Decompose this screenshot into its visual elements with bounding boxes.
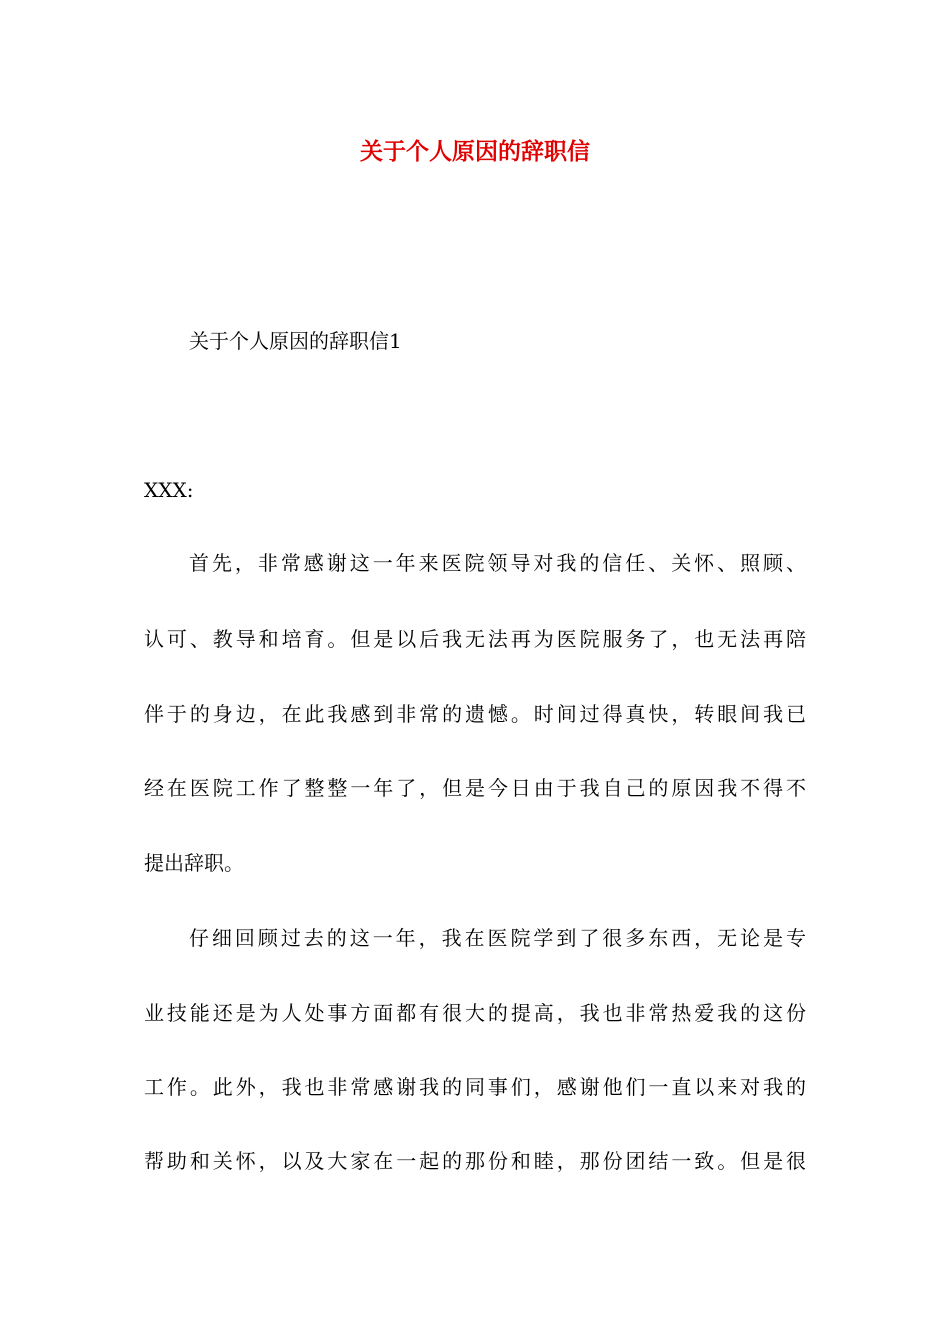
section-heading: 关于个人原因的辞职信1 xyxy=(189,329,402,353)
paragraph-line: 认可、教导和培育。但是以后我无法再为医院服务了，也无法再陪 xyxy=(144,627,806,651)
paragraph-line: 业技能还是为人处事方面都有很大的提高，我也非常热爱我的这份 xyxy=(144,1001,806,1025)
paragraph-line: 经在医院工作了整整一年了，但是今日由于我自己的原因我不得不 xyxy=(144,776,806,800)
paragraph-line: 首先，非常感谢这一年来医院领导对我的信任、关怀、照顾、 xyxy=(189,551,806,575)
paragraph-line: 工作。此外，我也非常感谢我的同事们，感谢他们一直以来对我的 xyxy=(144,1075,806,1099)
paragraph-line: 伴于的身边，在此我感到非常的遗憾。时间过得真快，转眼间我已 xyxy=(144,702,806,726)
document-title: 关于个人原因的辞职信 xyxy=(360,138,590,165)
paragraph-line: 帮助和关怀，以及大家在一起的那份和睦，那份团结一致。但是很 xyxy=(144,1149,806,1173)
salutation: XXX: xyxy=(144,478,194,502)
paragraph-line: 仔细回顾过去的这一年，我在医院学到了很多东西，无论是专 xyxy=(189,926,806,950)
paragraph-line: 提出辞职。 xyxy=(144,851,244,875)
